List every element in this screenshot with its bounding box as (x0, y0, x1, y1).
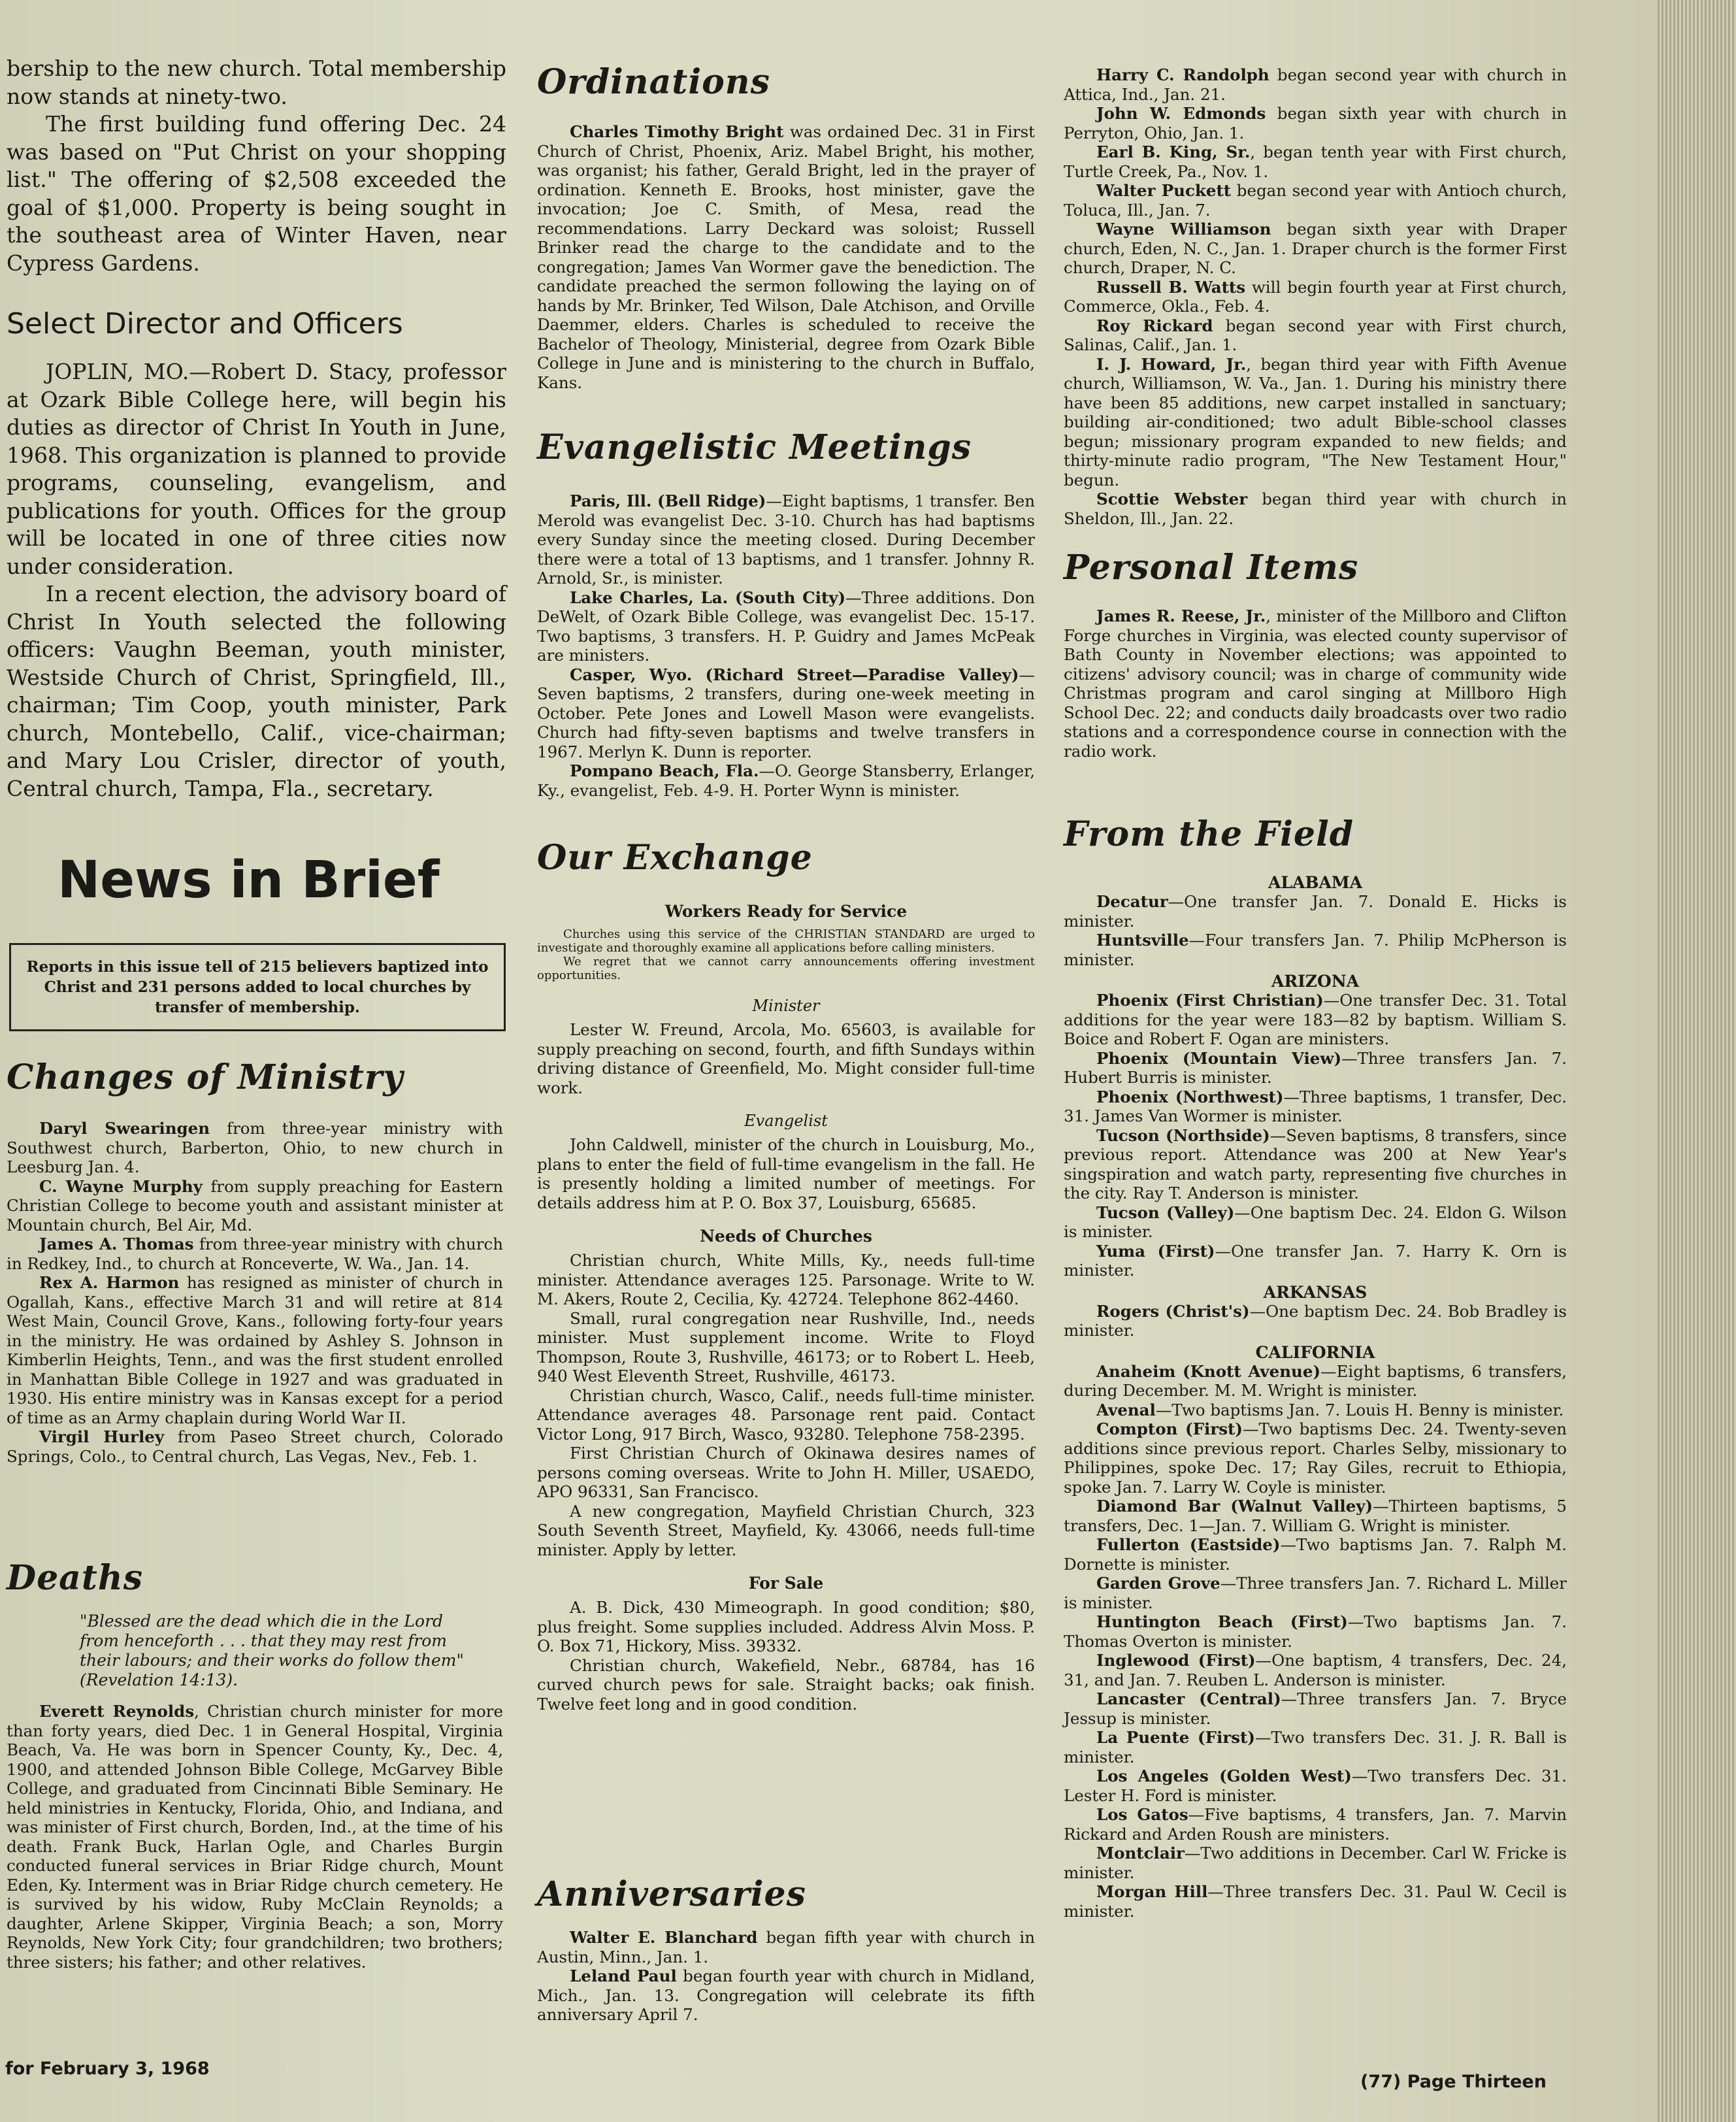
field-report-name: Diamond Bar (Walnut Valley) (1096, 1497, 1373, 1516)
news-in-brief-title: News in Brief (57, 851, 440, 910)
anniversary-item-text: began third year with church in Sheldon, Ill., Jan. 22. (1064, 489, 1567, 528)
meeting-item-name: Lake Charles, La. (South City) (570, 588, 846, 607)
select-paragraph-1: JOPLIN, MO.—Robert D. Stacy, professor at Ozark Bible College here, will begin his duties as director of Christ In Youth in June, 1968. This organization is planned to provide programs, counseling, evangelism, and publications for youth. Offices for the group will be located in one of three cities now under consideration. (7, 359, 506, 579)
field-report-name: Compton (First) (1096, 1419, 1243, 1438)
anniversary-item (1064, 65, 1567, 104)
footer-page-number: (77) Page Thirteen (1360, 2072, 1547, 2092)
field-report-text: —One transfer Jan. 7. Donald E. Hicks is minister. (1064, 892, 1567, 931)
death-notice (7, 1702, 503, 1972)
meeting-item (537, 761, 1035, 800)
field-reports (1064, 873, 1567, 1921)
change-item-text: has resigned as minister of church in Ogallah, Kans., effective March 31 and will retire at 814 West Main, Council Grove, Kans., following forty-four years in the ministry. He was ordained by Ashley S. Johnson in Kimberlin Heights, Tenn., and was the first student enrolled in Manhattan Bible College in 1927 and was graduated in 1930. His entire ministry was in Kansas except for a period of time as an Army chaplain during World War II. (7, 1273, 503, 1427)
from-the-field-heading: From the Field (1064, 814, 1354, 854)
field-report (1064, 1087, 1567, 1126)
field-report-text: —Three baptisms, 1 transfer, Dec. 31. James Van Wormer is minister. (1064, 1087, 1567, 1125)
summary-box: Reports in this issue tell of 215 believers baptized into Christ and 231 persons added to local churches by transfer of membership. (9, 943, 506, 1031)
field-report-text: —Two baptisms Jan. 7. Ralph M. Dornette is minister. (1064, 1535, 1567, 1574)
anniversary-item-name: Leland Paul (570, 1966, 677, 1985)
field-report-text: —One transfer Dec. 31. Total additions for the year were 183—82 by baptism. William S. Boice and Robert F. Ogan are ministers. (1064, 991, 1567, 1048)
personal-items-heading: Personal Items (1064, 548, 1359, 588)
deaths-heading: Deaths (7, 1558, 143, 1598)
field-report (1064, 1203, 1567, 1242)
needs-heading: Needs of Churches (700, 1227, 872, 1246)
field-report (1064, 1242, 1567, 1280)
anniversary-item (1064, 104, 1567, 142)
deaths-quote: "Blessed are the dead which die in the Lord from henceforth . . . that they may rest from their labours; and their works do follow them" (Revelation 14:13). (80, 1612, 465, 1689)
anniversary-item (1064, 355, 1567, 490)
anniversary-item-text: will begin fourth year at First church, Commerce, Okla., Feb. 4. (1064, 277, 1567, 316)
field-report-name: Montclair (1096, 1844, 1185, 1863)
changes-list (7, 1119, 503, 1466)
anniversary-item-name: Roy Rickard (1096, 316, 1213, 335)
field-report (1064, 1302, 1567, 1340)
field-report-text: —Five baptisms, 4 transfers, Jan. 7. Marvin Rickard and Arden Roush are ministers. (1064, 1805, 1567, 1844)
need-item: A new congregation, Mayfield Christian Church, 323 South Seventh Street, Mayfield, Ky. 43066, needs full-time minister. Apply by letter. (537, 1501, 1035, 1559)
field-report (1064, 1049, 1567, 1087)
field-report (1064, 991, 1567, 1049)
field-report-name: Avenal (1096, 1400, 1156, 1419)
field-report (1064, 1882, 1567, 1921)
anniversary-item-name: Walter E. Blanchard (570, 1928, 758, 1947)
anniversaries-heading: Anniversaries (537, 1874, 806, 1914)
change-item-name: Virgil Hurley (39, 1427, 165, 1446)
change-item (7, 1177, 503, 1235)
evangelist-label: Evangelist (744, 1112, 828, 1130)
field-report-name: Lancaster (Central) (1096, 1689, 1281, 1708)
anniversary-item (1064, 489, 1567, 528)
field-report (1064, 892, 1567, 931)
field-report (1064, 1362, 1567, 1401)
field-report-text: —Two transfers Dec. 31. Lester H. Ford is minister. (1064, 1766, 1567, 1805)
anniversary-item-name: I. J. Howard, Jr. (1096, 354, 1247, 374)
field-report (1064, 1497, 1567, 1535)
for-sale-list (537, 1598, 1035, 1714)
personal-name: James R. Reese, Jr. (1096, 606, 1266, 625)
field-report (1064, 1689, 1567, 1728)
field-report-text: —Two baptisms Dec. 24. Twenty-seven additions since previous report. Charles Selby, missionary to Philippines, spoke Dec. 17; Ray Giles, recruit to Ethiopia, spoke Jan. 7. Larry W. Coyle is minister. (1064, 1419, 1567, 1497)
field-report-name: Anaheim (Knott Avenue) (1096, 1361, 1321, 1381)
field-report-text: —Thirteen baptisms, 5 transfers, Dec. 1—Jan. 7. William G. Wright is minister. (1064, 1497, 1567, 1535)
anniversary-item (537, 1966, 1035, 2025)
minister-label: Minister (752, 997, 820, 1015)
anniversary-item-name: Walter Puckett (1096, 181, 1232, 200)
select-director-heading: Select Director and Officers (7, 307, 403, 340)
anniversary-item-text: began second year with church in Attica, Ind., Jan. 21. (1064, 65, 1567, 104)
workers-note-1: Churches using this service of the CHRISTIAN STANDARD are urged to investigate and thoroughly examine all applications before calling ministers. (537, 927, 1035, 955)
field-report-text: —Three transfers Jan. 7. Richard L. Miller is minister. (1064, 1574, 1567, 1612)
change-item (7, 1119, 503, 1177)
anniversary-item-text: began sixth year with Draper church, Eden, N. C., Jan. 1. Draper church is the former First church, Draper, N. C. (1064, 220, 1567, 277)
anniversary-item (1064, 220, 1567, 278)
field-report-name: Rogers (Christ's) (1096, 1301, 1250, 1321)
field-report-name: Yuma (First) (1096, 1241, 1215, 1261)
for-sale-heading: For Sale (748, 1574, 824, 1593)
field-report (1064, 1728, 1567, 1766)
state-heading: ALABAMA (1268, 873, 1362, 892)
sale-item: A. B. Dick, 430 Mimeograph. In good condition; $80, plus freight. Some supplies included. Address Alvin Moss. P. O. Box 71, Hickory, Miss. 39332. (537, 1598, 1035, 1655)
anniversaries-list (537, 1928, 1035, 2025)
anniversary-item-name: Russell B. Watts (1096, 277, 1246, 297)
state-heading: ARKANSAS (1263, 1282, 1368, 1302)
workers-heading: Workers Ready for Service (664, 902, 908, 921)
personal-item: James R. Reese, Jr., minister of the Millboro and Clifton Forge churches in Virginia, was elected county supervisor of Bath County in November elections; was appointed to citizens' advisory council; was in charge of community wide Christmas program and carol singing at Millboro High School Dec. 22; and conducts daily broadcasts over two radio stations and a correspondence course in connection with the radio work. (1064, 606, 1567, 761)
field-report-name: Phoenix (Northwest) (1096, 1087, 1284, 1106)
sale-item: Christian church, Wakefield, Nebr., 68784, has 16 curved church pews for sale. Straight backs; oak finish. Twelve feet long and in good condition. (537, 1655, 1035, 1714)
field-report-text: —Two baptisms Jan. 7. Louis H. Benny is minister. (1155, 1400, 1564, 1419)
anniversary-item (1064, 181, 1567, 220)
change-item-text: from three-year ministry with church in Redkey, Ind., to church at Ronceverte, W. Wa., Jan. 14. (7, 1235, 503, 1273)
field-report-text: —Eight baptisms, 6 transfers, during December. M. M. Wright is minister. (1064, 1361, 1567, 1400)
meeting-item (537, 665, 1035, 762)
field-report-text: —Two transfers Dec. 31. J. R. Ball is minister. (1064, 1728, 1567, 1766)
anniversary-item-text: began second year with Antioch church, Toluca, Ill., Jan. 7. (1064, 181, 1567, 220)
field-report (1064, 1805, 1567, 1844)
field-report (1064, 1535, 1567, 1574)
death-name: Everett Reynolds (39, 1702, 195, 1721)
ordination-name: Charles Timothy Bright (570, 122, 784, 141)
anniversary-item-text: began sixth year with church in Perryton, Ohio, Jan. 1. (1064, 104, 1567, 142)
change-item-name: Daryl Swearingen (39, 1119, 210, 1138)
anniversary-item-name: Wayne Williamson (1096, 220, 1271, 239)
meeting-item (537, 588, 1035, 665)
intro-paragraph-1: bership to the new church. Total membership now stands at ninety-two. (7, 56, 506, 109)
anniversary-item (1064, 316, 1567, 355)
field-report (1064, 1126, 1567, 1203)
field-report-text: —One transfer Jan. 7. Harry K. Orn is minister. (1064, 1241, 1567, 1280)
field-report-text: —Two baptisms Jan. 7. Thomas Overton is minister. (1064, 1612, 1567, 1651)
evangelistic-heading: Evangelistic Meetings (537, 427, 972, 467)
need-item: First Christian Church of Okinawa desires names of persons coming overseas. Write to John H. Miller, USAEDO, APO 96331, San Francisco. (537, 1444, 1035, 1501)
field-report-name: Huntington Beach (First) (1096, 1612, 1348, 1631)
change-item-text: from three-year ministry with Southwest church, Barberton, Ohio, to new church in Leesburg Jan. 4. (7, 1119, 503, 1176)
need-item: Small, rural congregation near Rushville, Ind., needs minister. Must supplement income. Write to Floyd Thompson, Route 3, Rushville, 46173; or to Robert L. Heeb, 940 West Eleventh Street, Rushville, 46173. (537, 1308, 1035, 1385)
field-report-name: Los Gatos (1096, 1805, 1188, 1824)
change-item-name: C. Wayne Murphy (39, 1176, 203, 1196)
evangelist-text: John Caldwell, minister of the church in Louisburg, Mo., plans to enter the field of full-time evangelism in the fall. He is presently holding a limited number of meetings. For details address him at P. O. Box 37, Louisburg, 65685. (537, 1135, 1035, 1212)
change-item-text: from Paseo Street church, Colorado Springs, Colo., to Central church, Las Vegas, Nev., Feb. 1. (7, 1427, 503, 1466)
field-report-name: La Puente (First) (1096, 1728, 1255, 1747)
meeting-item (537, 491, 1035, 588)
meeting-item-text: —Eight baptisms, 1 transfer. Ben Merold was evangelist Dec. 3-10. Church has had baptisms every Sunday since the meeting closed. During December there were a total of 13 baptisms, and 1 transfer. Johnny R. Arnold, Sr., is minister. (537, 491, 1036, 588)
field-report-text: —One baptism Dec. 24. Bob Bradley is minister. (1064, 1301, 1567, 1340)
anniversaries-continued (1064, 65, 1567, 528)
need-item: Christian church, Wasco, Calif., needs full-time minister. Attendance averages 48. Parsonage rent paid. Contact Victor Long, 917 Birch, Wasco, 93280. Telephone 758-2395. (537, 1385, 1035, 1444)
meeting-item-name: Casper, Wyo. (Richard Street—Paradise Valley) (570, 665, 1019, 684)
change-item-name: James A. Thomas (39, 1235, 194, 1253)
anniversary-item-text: began second year with First church, Salinas, Calif., Jan. 1. (1064, 316, 1567, 354)
exchange-section (537, 902, 1035, 1714)
intro-paragraph-2: The first building fund offering Dec. 24 was based on "Put Christ on your shopping list." The offering of $2,508 exceeded the goal of $1,000. Property is being sought in the southeast area of Winter Haven, near Cypress Gardens. (7, 111, 506, 276)
field-report-name: Phoenix (Mountain View) (1096, 1048, 1342, 1068)
changes-of-ministry-heading: Changes of Ministry (7, 1057, 404, 1097)
field-report-text: —Three transfers Jan. 7. Hubert Burris is minister. (1064, 1048, 1567, 1087)
field-report (1064, 1612, 1567, 1651)
anniversary-item-name: Scottie Webster (1096, 489, 1248, 508)
field-report-name: Phoenix (First Christian) (1096, 991, 1324, 1010)
change-item (7, 1273, 503, 1427)
anniversary-item-text: , began tenth year with First church, Turtle Creek, Pa., Nov. 1. (1064, 142, 1567, 181)
anniversary-item-name: Harry C. Randolph (1096, 65, 1269, 84)
field-report-text: —One baptism Dec. 24. Eldon G. Wilson is minister. (1064, 1202, 1567, 1241)
field-report-name: Inglewood (First) (1096, 1651, 1256, 1670)
field-report-name: Huntsville (1096, 931, 1189, 950)
anniversary-item-name: Earl B. King, Sr. (1096, 142, 1251, 161)
anniversary-item (1064, 142, 1567, 181)
field-report-text: —Three transfers Jan. 7. Bryce Jessup is minister. (1064, 1689, 1567, 1728)
binding-edge (1658, 0, 1736, 2122)
evangelistic-list (537, 491, 1035, 800)
change-item-name: Rex A. Harmon (39, 1273, 180, 1292)
field-report (1064, 1844, 1567, 1882)
field-report (1064, 1651, 1567, 1689)
field-report-text: —Two additions in December. Carl W. Fricke is minister. (1064, 1844, 1567, 1882)
field-report-name: Tucson (Northside) (1096, 1125, 1270, 1145)
minister-text: Lester W. Freund, Arcola, Mo. 65603, is available for supply preaching on second, fourth, and fifth Sundays within driving distance of Greenfield, Mo. Might consider full-time work. (537, 1020, 1035, 1097)
ordinations-heading: Ordinations (537, 62, 770, 102)
field-report (1064, 1574, 1567, 1612)
field-report-text: —Four transfers Jan. 7. Philip McPherson is minister. (1064, 931, 1567, 969)
field-report-name: Morgan Hill (1096, 1882, 1208, 1901)
field-report-name: Decatur (1096, 892, 1168, 911)
field-report-text: —Seven baptisms, 8 transfers, since previous report. Attendance was 200 at New Year's singspiration and watch party, representing five churches in the city. Ray T. Anderson is minister. (1064, 1125, 1567, 1202)
select-paragraph-2: In a recent election, the advisory board of Christ In Youth selected the following officers: Vaughn Beeman, youth minister, Westside Church of Christ, Springfield, Ill., chairman; Tim Coop, youth minister, Park church, Montebello, Calif., vice-chairman; and Mary Lou Crisler, director of youth, Central church, Tampa, Fla., secretary. (7, 581, 506, 801)
death-text: , Christian church minister for more than forty years, died Dec. 1 in General Hospital, Virginia Beach, Va. He was born in Spencer County, Ky., Dec. 4, 1900, and attended Johnson Bible College, McGarvey Bible College, and graduated from Cincinnati Bible Seminary. He held ministries in Kentucky, Florida, Ohio, and Indiana, and was minister of First church, Borden, Ind., at the time of his death. Frank Buck, Harlan Ogle, and Charles Burgin conducted funeral services in Briar Ridge church, Mount Eden, Ky. Interment was in Briar Ridge church cemetery. He is survived by his widow, Ruby McClain Reynolds; a daughter, Arlene Skipper, Virginia Beach; a son, Morry Reynolds, New York City; four grandchildren; two brothers; three sisters; his father; and other relatives. (7, 1702, 503, 1972)
field-report-name: Los Angeles (Golden West) (1096, 1766, 1352, 1785)
workers-note-2: We regret that we cannot carry announcements offering investment opportunities. (537, 955, 1035, 982)
our-exchange-heading: Our Exchange (537, 838, 813, 878)
anniversary-item (1064, 278, 1567, 316)
anniversary-item-text: began fifth year with church in Austin, Minn., Jan. 1. (537, 1928, 1035, 1966)
field-report-name: Tucson (Valley) (1096, 1202, 1235, 1222)
footer-date: for February 3, 1968 (5, 2059, 210, 2079)
field-report-name: Garden Grove (1096, 1574, 1220, 1593)
anniversary-item-text: began fourth year with church in Midland, Mich., Jan. 13. Congregation will celebrate its fifth anniversary April 7. (537, 1966, 1035, 2024)
meeting-item-text: —Seven baptisms, 2 transfers, during one-week meeting in October. Pete Jones and Lowell Mason were evangelists. Church had fifty-seven baptisms and twelve transfers in 1967. Merlyn K. Dunn is reporter. (537, 665, 1035, 761)
anniversary-item-text: , began third year with Fifth Avenue church, Williamson, W. Va., Jan. 1. During his ministry there have been 85 additions, new carpet installed in sanctuary; building air-conditioned; two adult Bible-school classes begun; missionary program expanded to new fields; and thirty-minute radio program, "The New Testament Hour," begun. (1064, 354, 1567, 489)
field-report (1064, 1401, 1567, 1420)
field-report (1064, 1419, 1567, 1497)
meeting-item-text: —Three additions. Don DeWelt, of Ozark Bible College, was evangelist Dec. 15-17. Two baptisms, 3 transfers. H. P. Guidry and James McPeak are ministers. (537, 588, 1035, 665)
field-report-name: Fullerton (Eastside) (1096, 1535, 1281, 1554)
needs-list (537, 1251, 1035, 1559)
field-report-text: —Three transfers Dec. 31. Paul W. Cecil is minister. (1064, 1882, 1567, 1921)
change-item-text: from supply preaching for Eastern Christian College to become youth and assistant minister at Mountain church, Bel Air, Md. (7, 1176, 503, 1235)
change-item (7, 1427, 503, 1466)
change-item (7, 1235, 503, 1273)
field-report (1064, 1766, 1567, 1805)
need-item: Christian church, White Mills, Ky., needs full-time minister. Attendance averages 125. Parsonage. Write to W. M. Akers, Route 2, Cecilia, Ky. 42724. Telephone 862-4460. (537, 1251, 1035, 1308)
anniversary-item (537, 1928, 1035, 1966)
field-report (1064, 931, 1567, 969)
field-report-text: —One baptism, 4 transfers, Dec. 24, 31, and Jan. 7. Reuben L. Anderson is minister. (1064, 1651, 1567, 1689)
meeting-item-name: Pompano Beach, Fla. (570, 761, 759, 780)
anniversary-item-name: John W. Edmonds (1096, 104, 1266, 123)
ordinations-text: Charles Timothy Bright was ordained Dec. 31 in First Church of Christ, Phoenix, Ariz. Mabel Bright, his mother, was organist; his father, Gerald Bright, led in the prayer of ordination. Kenneth E. Brooks, host minister, gave the invocation; Joe C. Smith, of Mesa, read the recommendations. Larry Deckard was soloist; Russell Brinker read the charge to the candidate and to the congregation; James Van Wormer gave the benediction. The candidate preached the sermon following the laying on of hands by Mr. Brinker, Ted Wilson, Dale Atchison, and Orville Daemmer, elders. Charles is scheduled to receive the Bachelor of Theology, Ministerial, degree from Ozark Bible College in June and is ministering to the church in Buffalo, Kans. (537, 122, 1036, 392)
meeting-item-name: Paris, Ill. (Bell Ridge) (570, 491, 766, 510)
state-heading: ARIZONA (1271, 972, 1360, 991)
state-heading: CALIFORNIA (1255, 1342, 1375, 1362)
meeting-item-text: —O. George Stansberry, Erlanger, Ky., evangelist, Feb. 4-9. H. Porter Wynn is minister. (537, 761, 1035, 800)
